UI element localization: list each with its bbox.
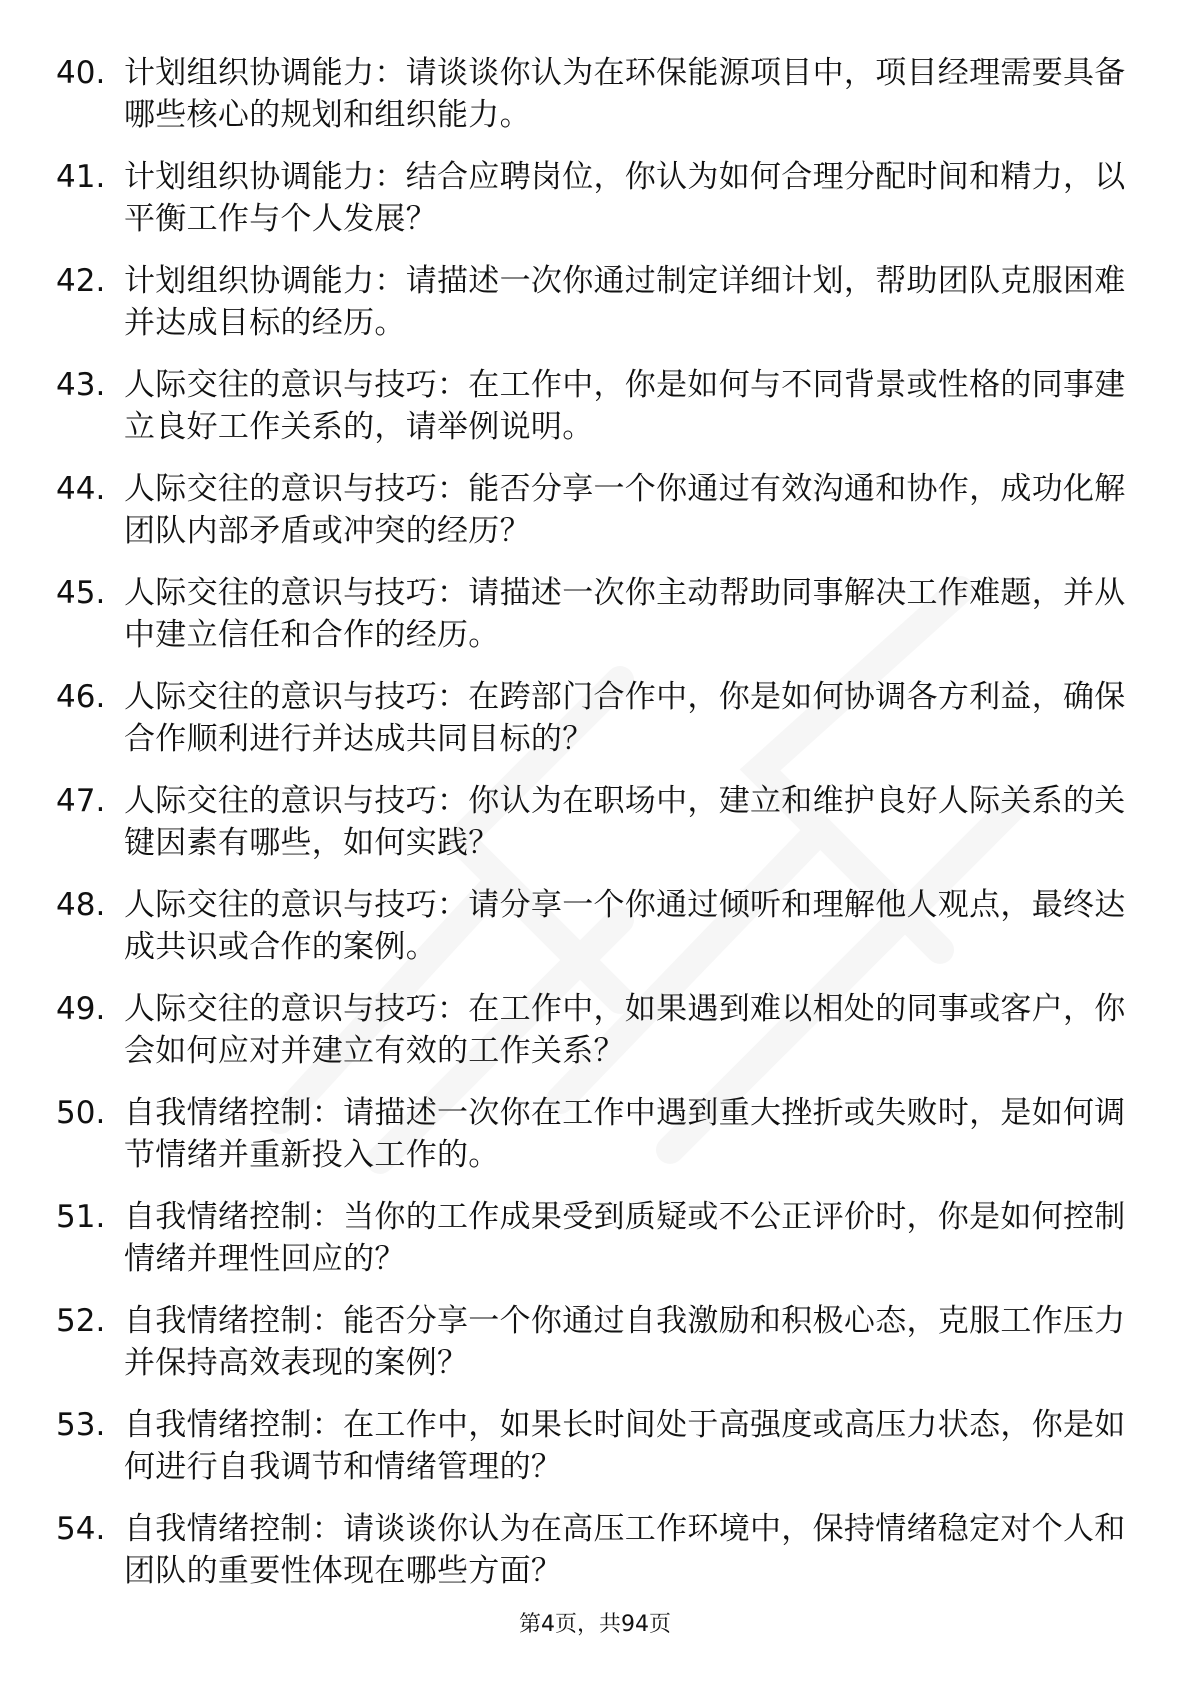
question-item xyxy=(0,1404,1190,1508)
question-number: 48. xyxy=(56,887,106,923)
question-item xyxy=(0,260,1190,364)
question-text: 人际交往的意识与技巧：能否分享一个你通过有效沟通和协作，成功化解团队内部矛盾或冲突的经历？ xyxy=(124,471,1126,549)
question-item xyxy=(0,780,1190,884)
question-item xyxy=(0,572,1190,676)
question-text: 人际交往的意识与技巧：请描述一次你主动帮助同事解决工作难题，并从中建立信任和合作的经历。 xyxy=(124,575,1126,653)
question-item xyxy=(0,884,1190,988)
question-number: 49. xyxy=(56,991,106,1027)
question-text: 人际交往的意识与技巧：在工作中，你是如何与不同背景或性格的同事建立良好工作关系的，请举例说明。 xyxy=(124,367,1126,445)
question-text: 自我情绪控制：能否分享一个你通过自我激励和积极心态，克服工作压力并保持高效表现的案例？ xyxy=(124,1303,1126,1381)
question-text: 计划组织协调能力：请描述一次你通过制定详细计划，帮助团队克服困难并达成目标的经历。 xyxy=(124,263,1126,341)
question-item xyxy=(0,364,1190,468)
question-number: 46. xyxy=(56,679,106,715)
question-number: 42. xyxy=(56,263,106,299)
question-text: 自我情绪控制：请描述一次你在工作中遇到重大挫折或失败时，是如何调节情绪并重新投入工作的。 xyxy=(124,1095,1126,1173)
question-item xyxy=(0,1092,1190,1196)
question-text: 自我情绪控制：当你的工作成果受到质疑或不公正评价时，你是如何控制情绪并理性回应的？ xyxy=(124,1199,1126,1277)
question-text: 人际交往的意识与技巧：在工作中，如果遇到难以相处的同事或客户，你会如何应对并建立有效的工作关系？ xyxy=(124,991,1126,1069)
question-number: 40. xyxy=(56,55,106,91)
question-number: 47. xyxy=(56,783,106,819)
question-number: 45. xyxy=(56,575,106,611)
question-item xyxy=(0,468,1190,572)
question-text: 人际交往的意识与技巧：你认为在职场中，建立和维护良好人际关系的关键因素有哪些，如何实践？ xyxy=(124,783,1126,861)
question-number: 53. xyxy=(56,1407,106,1443)
question-text: 人际交往的意识与技巧：请分享一个你通过倾听和理解他人观点，最终达成共识或合作的案例。 xyxy=(124,887,1126,965)
page-footer: 第4页，共94页 xyxy=(519,1612,671,1637)
question-number: 52. xyxy=(56,1303,106,1339)
question-number: 41. xyxy=(56,159,106,195)
question-list xyxy=(0,52,1190,1612)
question-item xyxy=(0,988,1190,1092)
question-text: 自我情绪控制：请谈谈你认为在高压工作环境中，保持情绪稳定对个人和团队的重要性体现在哪些方面？ xyxy=(124,1511,1126,1589)
question-text: 人际交往的意识与技巧：在跨部门合作中，你是如何协调各方利益，确保合作顺利进行并达成共同目标的？ xyxy=(124,679,1126,757)
question-number: 51. xyxy=(56,1199,106,1235)
question-item xyxy=(0,1508,1190,1612)
question-number: 50. xyxy=(56,1095,106,1131)
question-text: 计划组织协调能力：请谈谈你认为在环保能源项目中，项目经理需要具备哪些核心的规划和组织能力。 xyxy=(124,55,1126,133)
question-item xyxy=(0,676,1190,780)
question-text: 计划组织协调能力：结合应聘岗位，你认为如何合理分配时间和精力，以平衡工作与个人发展？ xyxy=(124,159,1126,237)
question-item xyxy=(0,1300,1190,1404)
question-number: 54. xyxy=(56,1511,106,1547)
question-number: 44. xyxy=(56,471,106,507)
question-item xyxy=(0,52,1190,156)
question-item xyxy=(0,1196,1190,1300)
question-number: 43. xyxy=(56,367,106,403)
question-text: 自我情绪控制：在工作中，如果长时间处于高强度或高压力状态，你是如何进行自我调节和情绪管理的？ xyxy=(124,1407,1126,1485)
question-item xyxy=(0,156,1190,260)
